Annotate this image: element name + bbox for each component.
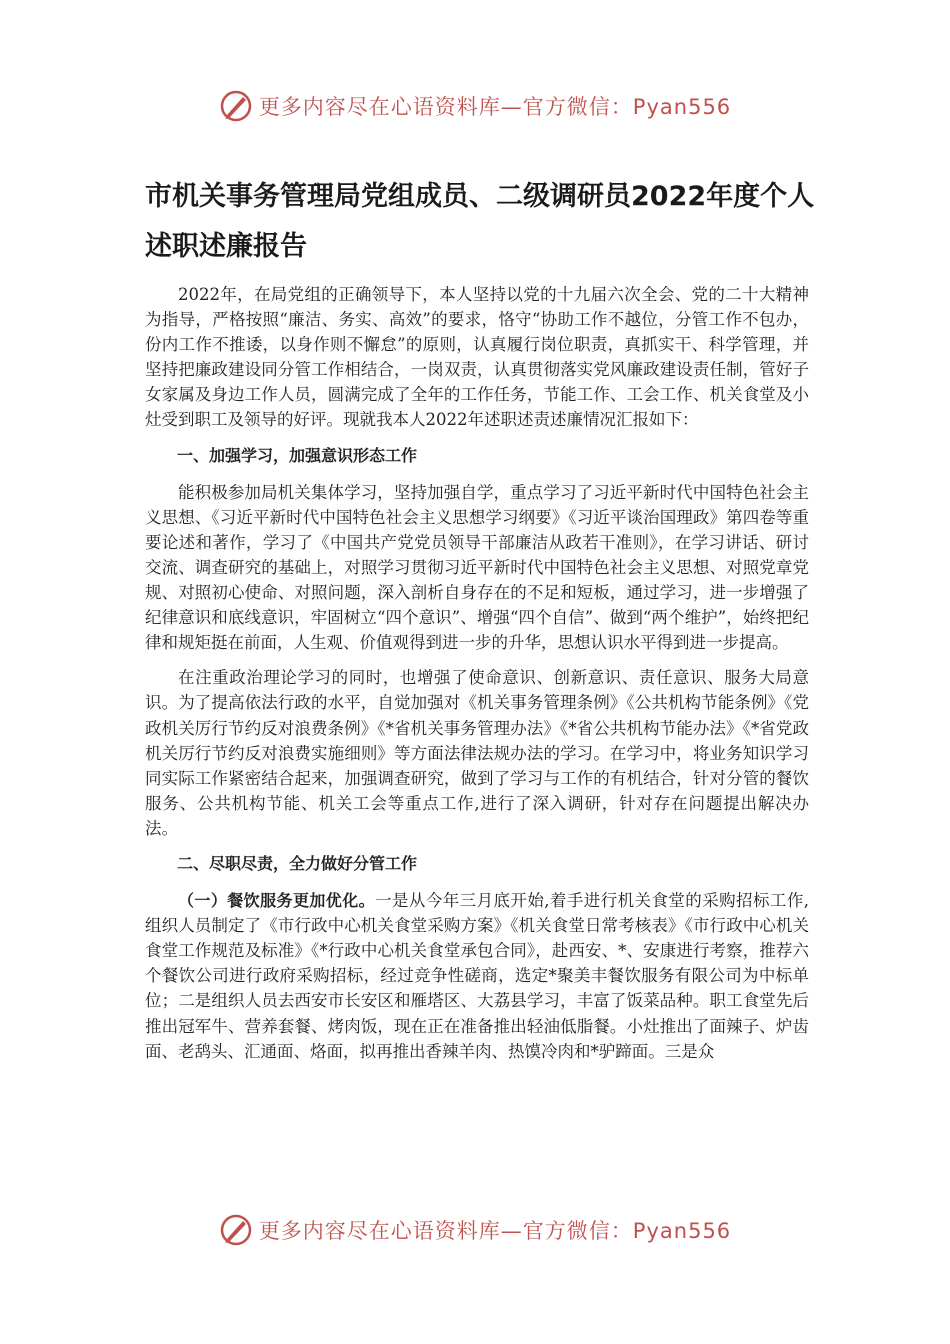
body-paragraph-1: 能积极参加局机关集体学习，坚持加强自学，重点学习了习近平新时代中国特色社会主义思想、《习近平新时代中国特色社会主义思想学习纲要》《习近平谈治国理政》第四卷等重要论述和著作，学习了《中国共产党党员领导干部廉洁从政若干准则》，在学习讲话、研讨交流、调查研究的基础上，对照学习贯彻习近平新时代中国特色社会主义思想、对照党章党规、对照初心使命、对照问题，深入剖析自身存在的不足和短板，通过学习，进一步增强了纪律意识和底线意识，牢固树立“四个意识”、增强“四个自信”、做到“两个维护”，始终把纪律和规矩挺在前面，人生观、价值观得到进一步的升华，思想认识水平得到进一步提高。 <box>145 482 809 653</box>
section-heading-2: 二、尽职尽责，全力做好分管工作 <box>177 853 418 873</box>
pen-logo-icon <box>219 89 253 123</box>
body-paragraph-2: 在注重政治理论学习的同时，也增强了使命意识、创新意识、责任意识、服务大局意识。为了提高依法行政的水平，自觉加强对《机关事务管理条例》《公共机构节能条例》《党政机关厉行节约反对浪费条例》《*省机关事务管理办法》《*省公共机构节能办法》《*省党政机关厉行节约反对浪费实施细则》等方面法律法规办法的学习。在学习中，将业务知识学习同实际工作紧密结合起来，加强调查研究，做到了学习与工作的有机结合，针对分管的餐饮服务、公共机构节能、机关工会等重点工作,进行了深入调研，针对存在问题提出解决办法。 <box>145 668 809 838</box>
footer-watermark-banner <box>0 1208 950 1252</box>
document-title: 市机关事务管理局党组成员、二级调研员2022年度个人述职述廉报告 <box>145 181 815 262</box>
body-paragraph-3 <box>145 888 809 1064</box>
section-heading-1: 一、加强学习，加强意识形态工作 <box>177 445 418 465</box>
subsection-body: 一是从今年三月底开始,着手进行机关食堂的采购招标工作,组织人员制定了《市行政中心机关食堂采购方案》《机关食堂日常考核表》《市行政中心机关食堂工作规范及标准》《*行政中心机关食堂承包合同》，赴西安、*、安康进行考察，推荐六个餐饮公司进行政府采购招标，经过竞争性磋商，选定*聚美丰餐饮服务有限公司为中标单位；二是组织人员去西安市长安区和雁塔区、大荔县学习，丰富了饭菜品种。职工食堂先后推出冠军牛、营养套餐、烤肉饭，现在正在准备推出轻油低脂餐。小灶推出了面辣子、炉齿面、老鸹头、汇通面、烙面，拟再推出香辣羊肉、热馍冷肉和*驴蹄面。三是众 <box>145 891 809 1061</box>
banner-text: 更多内容尽在心语资料库—官方微信：Pyan556 <box>258 1219 732 1243</box>
banner-text: 更多内容尽在心语资料库—官方微信：Pyan556 <box>258 95 732 119</box>
subsection-lead: （一）餐饮服务更加优化。 <box>178 891 376 911</box>
pen-logo-icon <box>219 1213 253 1247</box>
intro-paragraph: 2022年，在局党组的正确领导下，本人坚持以党的十九届六次全会、党的二十大精神为指导，严格按照“廉洁、务实、高效”的要求，恪守“协助工作不越位，分管工作不包办，份内工作不推诿，以身作则不懈怠”的原则，认真履行岗位职责，真抓实干、科学管理，并坚持把廉政建设同分管工作相结合，一岗双责，认真贯彻落实党风廉政建设责任制，管好子女家属及身边工作人员，圆满完成了全年的工作任务，节能工作、工会工作、机关食堂及小灶受到职工及领导的好评。现就我本人2022年述职述责述廉情况汇报如下： <box>145 285 809 430</box>
header-watermark-banner <box>0 84 950 128</box>
document-body <box>145 282 809 1064</box>
